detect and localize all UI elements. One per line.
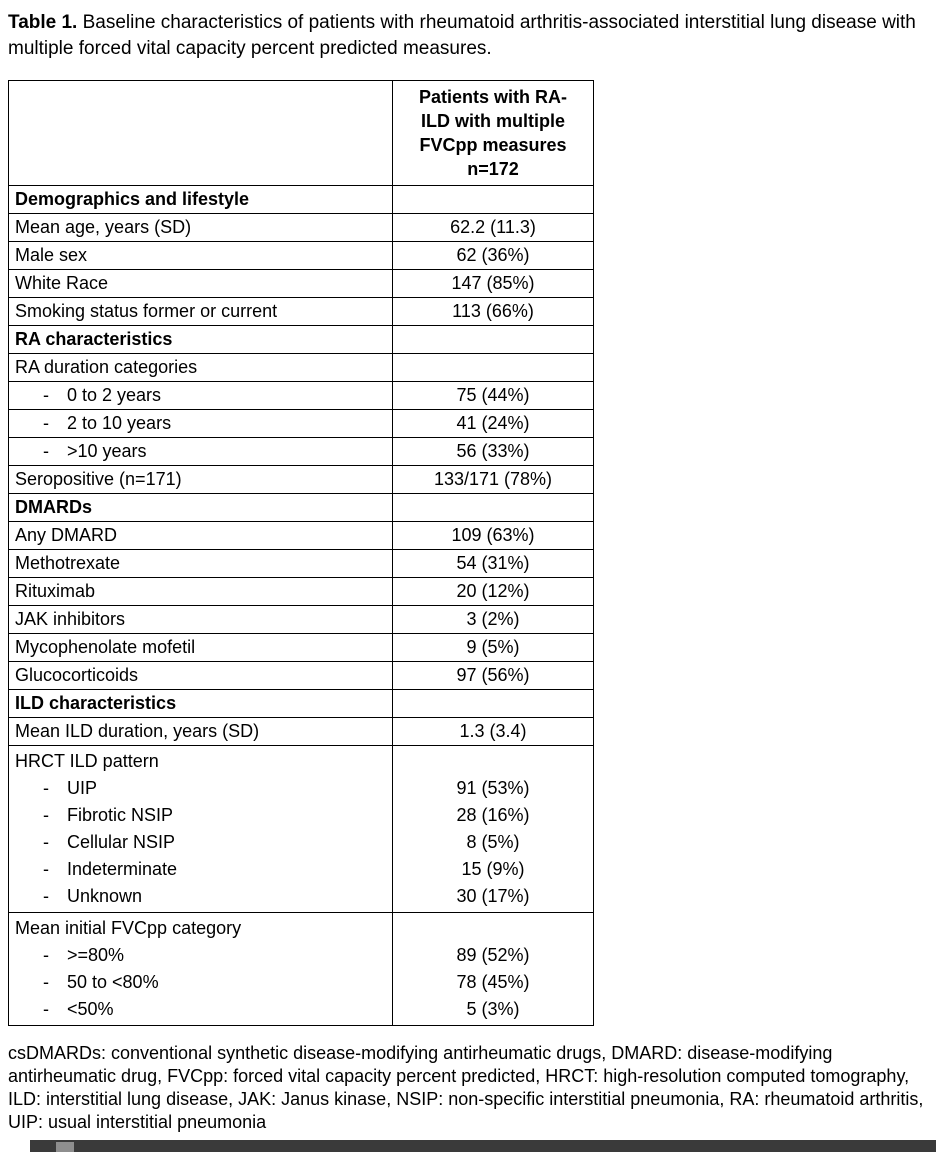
row-label-cell: Rituximab: [9, 578, 393, 606]
row-label-cell: ILD characteristics: [9, 690, 393, 718]
dash-bullet: -: [43, 413, 49, 433]
row-value-cell: 54 (31%): [393, 550, 594, 578]
row-label-cell: Mean ILD duration, years (SD): [9, 718, 393, 746]
dash-bullet: -: [43, 441, 49, 461]
row-value: 28 (16%): [456, 805, 530, 825]
list-item: [15, 412, 386, 435]
table-row-item: [9, 662, 594, 690]
row-label-cell: Methotrexate: [9, 550, 393, 578]
row-value-cell: 3 (2%): [393, 606, 594, 634]
table-caption-text: Baseline characteristics of patients with rheumatoid arthritis-associated interstitial lung disease with multiple forced vital capacity percent predicted measures.: [8, 12, 916, 59]
row-label-cell: Male sex: [9, 242, 393, 270]
table-row-group: [9, 913, 594, 1026]
row-label-cell: White Race: [9, 270, 393, 298]
table-row-subitem: [9, 410, 594, 438]
row-value-cell: [393, 746, 594, 913]
list-item: [15, 775, 386, 802]
list-item-label: Indeterminate: [67, 859, 178, 879]
dash-bullet: -: [43, 886, 49, 906]
list-item: [15, 802, 386, 829]
table-caption: [8, 10, 928, 62]
row-value-cell: [393, 326, 594, 354]
dash-bullet: -: [43, 859, 49, 879]
list-item-label: <50%: [67, 999, 114, 1019]
row-label-cell: Demographics and lifestyle: [9, 186, 393, 214]
list-item-label: >10 years: [67, 441, 147, 461]
row-label-cell: JAK inhibitors: [9, 606, 393, 634]
list-item: [15, 440, 386, 463]
bottom-bar-segment: [56, 1142, 74, 1152]
row-value: 5 (3%): [466, 999, 520, 1019]
list-item-label: 2 to 10 years: [67, 413, 172, 433]
value-spacer: [399, 748, 587, 775]
row-label-cell: Mean age, years (SD): [9, 214, 393, 242]
row-value-cell: 133/171 (78%): [393, 466, 594, 494]
row-value: 30 (17%): [456, 886, 530, 906]
dash-bullet: -: [43, 778, 49, 798]
list-item-label: Cellular NSIP: [67, 832, 176, 852]
value-spacer: [399, 915, 587, 942]
row-value-cell: [393, 186, 594, 214]
list-item-label: >=80%: [67, 945, 125, 965]
list-item: [15, 384, 386, 407]
table-row-subitem: [9, 382, 594, 410]
list-item: [15, 856, 386, 883]
row-label-cell: Smoking status former or current: [9, 298, 393, 326]
list-item-label: 50 to <80%: [67, 972, 159, 992]
list-item: [15, 969, 386, 996]
dash-bullet: -: [43, 972, 49, 992]
row-value: 15 (9%): [461, 859, 525, 879]
table-row-item: [9, 522, 594, 550]
row-value-cell: 41 (24%): [393, 410, 594, 438]
row-value-cell: 75 (44%): [393, 382, 594, 410]
list-item: [15, 829, 386, 856]
table-caption-label: Table 1.: [8, 12, 78, 33]
table-row-item: [9, 242, 594, 270]
list-item-label: 0 to 2 years: [67, 385, 162, 405]
row-label-cell: [9, 382, 393, 410]
group-title: Mean initial FVCpp category: [15, 918, 242, 938]
row-label-cell: Seropositive (n=171): [9, 466, 393, 494]
table-row-subitem: [9, 438, 594, 466]
header-empty-cell: [9, 81, 393, 186]
row-value-cell: 20 (12%): [393, 578, 594, 606]
table-row-item: [9, 214, 594, 242]
group-title: HRCT ILD pattern: [15, 751, 159, 771]
row-label-cell: [9, 438, 393, 466]
row-label-cell: Any DMARD: [9, 522, 393, 550]
row-value-cell: 56 (33%): [393, 438, 594, 466]
dash-bullet: -: [43, 805, 49, 825]
table-row-item: [9, 298, 594, 326]
row-value: 89 (52%): [456, 945, 530, 965]
row-value: 91 (53%): [456, 778, 530, 798]
row-label-cell: [9, 410, 393, 438]
table-row-section: [9, 326, 594, 354]
row-label-cell: [9, 913, 393, 1026]
row-label-cell: [9, 746, 393, 913]
row-value-cell: 1.3 (3.4): [393, 718, 594, 746]
row-value-cell: [393, 690, 594, 718]
row-value-cell: 97 (56%): [393, 662, 594, 690]
table-row-item: [9, 718, 594, 746]
table-row-group: [9, 746, 594, 913]
row-value: 78 (45%): [456, 972, 530, 992]
list-item: [15, 942, 386, 969]
dash-bullet: -: [43, 999, 49, 1019]
bottom-bar-partial[interactable]: [30, 1140, 936, 1152]
baseline-characteristics-table: [8, 80, 594, 1026]
table-row-item: [9, 550, 594, 578]
row-label-cell: RA characteristics: [9, 326, 393, 354]
table-row-item: [9, 606, 594, 634]
row-value-cell: 147 (85%): [393, 270, 594, 298]
row-label-cell: RA duration categories: [9, 354, 393, 382]
table-row-item: [9, 578, 594, 606]
row-value-cell: [393, 913, 594, 1026]
table-row-item: [9, 466, 594, 494]
list-item-label: UIP: [67, 778, 98, 798]
table-body: [9, 186, 594, 1026]
column-header-cell: [393, 81, 594, 186]
row-value-cell: [393, 354, 594, 382]
table-row-section: [9, 494, 594, 522]
row-value-cell: 9 (5%): [393, 634, 594, 662]
row-label-cell: DMARDs: [9, 494, 393, 522]
row-value: 8 (5%): [466, 832, 520, 852]
row-label-cell: Glucocorticoids: [9, 662, 393, 690]
dash-bullet: -: [43, 945, 49, 965]
dash-bullet: -: [43, 832, 49, 852]
table-row-item: [9, 270, 594, 298]
table-row-section: [9, 186, 594, 214]
header-row: [9, 81, 594, 186]
abbreviations-footnote: csDMARDs: conventional synthetic disease-modifying antirheumatic drugs, DMARD: disease-modifying antirheumatic drug, FVCpp: forced vital capacity percent predicted, HRCT: high-resolution computed tomography, ILD: interstitial lung disease, JAK: Janus kinase, NSIP: non-specific interstitial pneumonia, RA: rheumatoid arthritis, UIP: usual interstitial pneumonia: [8, 1043, 924, 1132]
row-label-cell: Mycophenolate mofetil: [9, 634, 393, 662]
row-value-cell: 62.2 (11.3): [393, 214, 594, 242]
row-value-cell: 113 (66%): [393, 298, 594, 326]
row-value-cell: 109 (63%): [393, 522, 594, 550]
table-row-section: [9, 690, 594, 718]
table-row-item: [9, 354, 594, 382]
column-header-text: Patients with RA- ILD with multiple FVCpp measures n=172: [418, 87, 567, 179]
list-item-label: Fibrotic NSIP: [67, 805, 174, 825]
row-value-cell: 62 (36%): [393, 242, 594, 270]
dash-bullet: -: [43, 385, 49, 405]
row-value-cell: [393, 494, 594, 522]
list-item-label: Unknown: [67, 886, 143, 906]
list-item: [15, 996, 386, 1023]
table-row-item: [9, 634, 594, 662]
list-item: [15, 883, 386, 910]
